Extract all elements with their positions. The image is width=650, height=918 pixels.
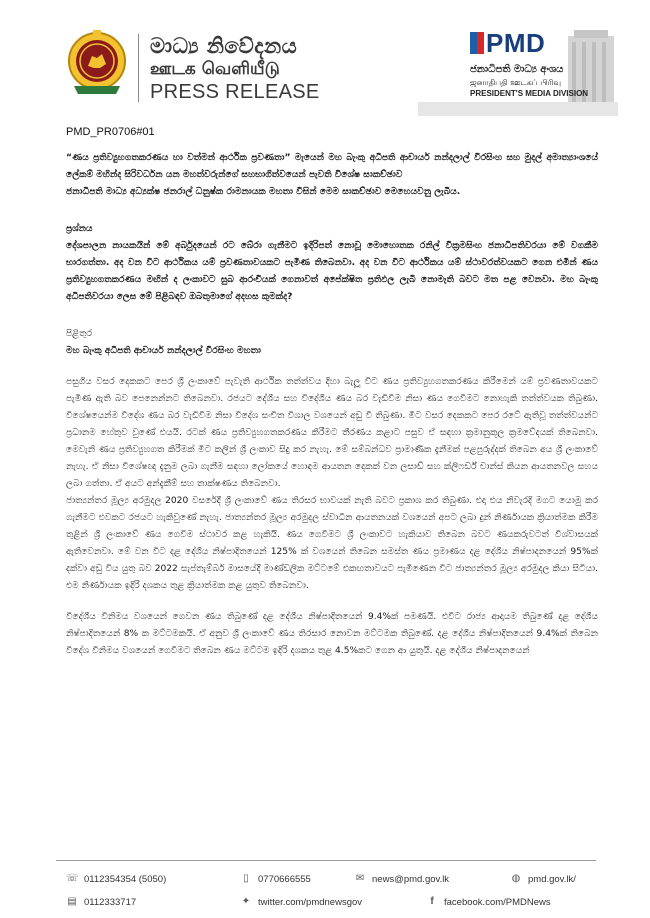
answer-label: පිළිතුර (66, 329, 92, 339)
answer-speaker: මහ බැංකු අධිපති ආචාර්ය නන්දලාල් වීරසිංහ මහතා (66, 346, 262, 356)
title-sinhala: මාධ්‍ය නිවේදනය (150, 34, 298, 58)
footer-mobile[interactable]: ▯ 0770666555 (240, 873, 311, 885)
fax-icon: ▤ (67, 896, 77, 907)
sri-lanka-emblem-icon (66, 28, 128, 98)
pmd-name-tamil: ஜனாதிபதி ஊடகப் பிரிவு (470, 78, 561, 87)
footer-email[interactable]: ✉ news@pmd.gov.lk (355, 873, 450, 885)
header-divider (138, 34, 139, 102)
reference-number: PMD_PR0706#01 (66, 126, 155, 138)
footer-twitter[interactable]: ✦ twitter.com/pmdnewsgov (241, 896, 363, 908)
pmd-mark-icon (470, 32, 484, 54)
footer-phone-1[interactable]: ☏ 0112354354 (5050) (66, 873, 167, 885)
intro-heading: “ණය ප්‍රතිව්‍යුහගතකරණය හා වත්මන් ආර්ථික ප්‍රවණතා” මැයෙන් මහ බැංකු අධිපති ආචාර්ය නන්දලාල් වීරසිංහ සහ මුදල් අමාත්‍යාංශයේ ලේකම් මහින්ද සිරිවර්ධන යන මහත්වරුන්ගේ සහභාගිත්වයෙන් පැවති විශේෂ සාකච්ඡාව (66, 153, 598, 180)
answer-paragraph-3: විදේශීය විනිමය වශයෙන් ගෙවන ණය තිබුණේ දළ දේශීය නිෂ්පාදිතයෙන් 9.4%ක් පමණයි. එවිට රාජ්‍ය ආදායම තිබුණේ දළ දේශීය නිෂ්පාදිතයෙන් 8% ක මට්ටමකයි. ඒ අනුව ශ්‍රී ලංකාවේ ණය තිරසාර නොවන මට්ටමක තිබුණේ. දළ දේශීය නිෂ්පාදිතයෙන් 9.4%ක් තිබෙන විදේශ විනිමය වශයෙන් ගෙවීමට තිබෙන ණය මට්ටම ඉදිරි දශකය තුළ 4.5%කට ගෙන ආ යුතුයි. දළ දේශීය නිෂ්පාදනයෙන් (66, 612, 598, 656)
footer-web[interactable]: ◍ pmd.gov.lk/ (511, 873, 576, 885)
letterhead (0, 0, 650, 120)
intro-moderator: ජනාධිපති මාධ්‍ය අධ්‍යක්ෂ ජනරාල් ධනුෂ්ක රාමනායක මහතා විසින් මෙම සාකච්ඡාව මෙහෙයවනු ලැබිය. (66, 187, 461, 197)
title-tamil: ஊடக வெளியீடு (150, 59, 280, 79)
question-label: ප්‍රශ්නය (66, 224, 93, 234)
pmd-logo: PMD (470, 30, 545, 56)
twitter-icon: ✦ (241, 896, 251, 907)
answer-paragraph-1: පසුගිය වසර දෙකකට පෙර ශ්‍රී ලංකාවේ පැවැති ආර්ථික තත්ත්වය දිහා බැලූ විට ණය ප්‍රතිව්‍යුහගතකරණය කිරීමෙන් යම් ප්‍රවණතාවයකට පැමිණ ඇති බව පෙනෙන්නට තිබෙනවා. රජයට දේශීය සහ විදේශීය ණය බර වැඩිවීම නිසා ණය ගෙවීමට නොහැකි තත්ත්වයක තිබුණා. විශේෂයෙන්ම විදේශ ණය බර වැඩිවීම නිසා විදේශ සංචිත විශාල වශයෙන් අඩු වී තිබුණා. මීට වසර දෙකකට පෙර රටේ ඇතිවූ තත්ත්වයන්ට ප්‍රධානම හේතුව වුණේ එයයි. රටක් ණය ප්‍රතිව්‍යුහගතකරණය කිරීමට තීරණය කළාට පසුව ඒ සඳහා ක්‍රමානුකූල ක්‍රමවේදයක් තිබෙනවා. මෙවැනි ණය ප්‍රතිව්‍යුහගත කිරීමක් මීට කලින් ශ්‍රී ලංකාව සිදු කර නැහැ. මේ සම්බන්ධව ප්‍රාමාණික දැනීමක් පළපුරුද්දක් තිබෙන අය ශ්‍රී ලංකාවේ නැහැ. ඒ නිසා විශේෂඥ දැනුම ලබා ගැනීම සඳහා ලෝකයේ හොඳම ආයතන දෙකක් වන ලසාඩ් සහ ක්ලිෆර්ඩ් චාන්ස් කියන ආයතනවල සහය ලබා ගත්තා. ඒ අයට අන්දැකීම් සහ තාක්ෂණය තිබෙනවා. (66, 377, 598, 489)
press-release-body (66, 150, 598, 660)
question-text: දේශපාලන නායකයින් මේ අර්බුදයෙන් රට බේරා ගැනීමට ඉදිරිපත් නොවූ මොහොතක රනිල් වික්‍රමසිංහ ජනාධිපතිවරයා මේ වගකීම භාරගත්තා. අද වන විට ආර්ථිකය යම් ප්‍රවණතාවයකට පැමිණ තිබෙනවා. අද වන විට ආර්ථිකය යම් ස්ථාවරත්වයකට ගෙන එමින් ණය ප්‍රතිව්‍යුහගතකරණය මඟින් ද ලංකාවට සුබ ආරංචියක් ගෙනාවත් අපේක්ෂිත ප්‍රතිඵල ලැබී නොමැති බවට මත පළ වෙනවා. මහ බැංකු අධිපතිවරයා ලෙස මේ පිළිබඳව ඔබතුමාගේ අදහස කුමක්ද? (66, 241, 598, 302)
contact-footer (0, 860, 650, 918)
mobile-icon: ▯ (243, 873, 249, 884)
phone-icon: ☏ (66, 873, 79, 884)
footer-divider (56, 860, 596, 861)
press-release-title (150, 34, 320, 104)
pmd-branding (418, 26, 618, 116)
facebook-icon: f (430, 896, 434, 907)
footer-phone-2[interactable]: ▤ 0112333717 (67, 896, 137, 908)
pmd-name-english: PRESIDENT'S MEDIA DIVISION (470, 89, 589, 98)
email-icon: ✉ (355, 873, 365, 884)
footer-facebook[interactable]: f facebook.com/PMDNews (426, 896, 551, 908)
globe-icon: ◍ (511, 873, 521, 884)
pmd-name-sinhala: ජනාධිපති මාධ්‍ය අංශය (470, 64, 564, 75)
answer-paragraph-2: ජාත්‍යන්තර මූල්‍ය අරමුදල 2020 වසරේදී ශ්‍රී ලංකාවේ ණය තිරසර භාවයක් නැති බවට ප්‍රකාශ කර තිබුණා. එදා එය නිවැරදි මගට යොමු කර ගැනීමට එවකට රජයට හැකිවුණේ නැහැ. ජාත්‍යන්තර මූල්‍ය අරමුදල ස්වාධීන ආයතනයක් වශයෙන් අපට ලබා දුන් නිර්ණායක ක්‍රියාත්මක කිරීම තුළින් ශ්‍රී ලංකාවේ ණය ගෙවීම ස්ථාවර කළ හැකියි. ණය ගෙවීමට ශ්‍රී ලංකාවට හැකියාව තිබෙන බවට ණයකරුවටත් විශ්වාසයක් ඇතිවෙනවා. මේ වන විට දළ දේශීය නිෂ්පාදිතයෙන් 125% ක් වශයෙන් තිබෙන සමස්ත ණය ප්‍රමාණය දළ දේශීය නිෂ්පාදනයෙන් 95%ක් දක්වා අඩු විය යුතු බව 2022 සැප්තැම්බර් මාසයේදී මාණ්ඩලික මට්ටමේ එකඟතාවයට පැමිණෙන විට ජාත්‍යන්තර මූල්‍ය අරමුදල කියා සිටියා. එම නිර්ණායක ඉදිරි දශකය තුළ ක්‍රියාත්මක කළ යුතුව තිබෙනවා. (66, 496, 598, 591)
title-english: PRESS RELEASE (150, 81, 320, 103)
